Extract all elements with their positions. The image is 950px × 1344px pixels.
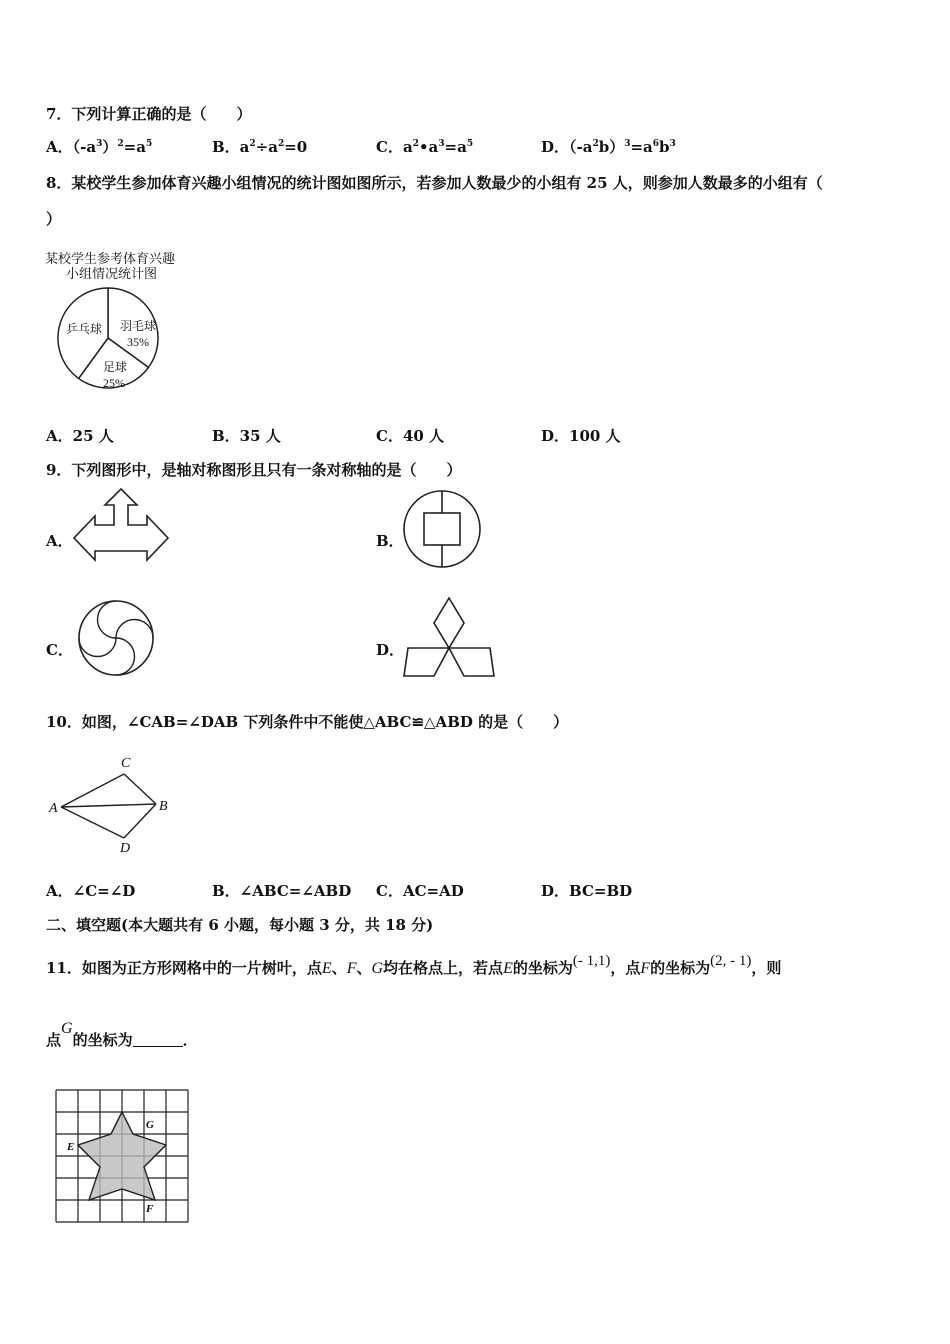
point-c-label: C — [121, 756, 131, 771]
grid-label-e: E — [67, 1141, 75, 1153]
q9-label-d: D． — [376, 641, 405, 659]
slice-label-football: 足球 — [103, 360, 128, 374]
q11-stem-line2: 点G的坐标为 ． — [46, 1020, 198, 1049]
answer-blank[interactable] — [133, 1032, 183, 1047]
chart-title-line2: 小组情况统计图 — [66, 267, 158, 282]
q7-option-d: D．$(-a^2b)^3=a^6b^3$ — [541, 138, 676, 156]
q7-option-c: C．$a^2•a^3=a^5$ — [376, 138, 474, 156]
chart-title-line1: 某校学生参考体育兴趣 — [45, 252, 176, 267]
slice-label-badminton: 羽毛球 — [120, 319, 157, 333]
q8-option-c: C．40 人 — [376, 427, 445, 445]
q8-stem: 8．某校学生参加体育兴趣小组情况的统计图如图所示，若参加人数最少的小组有 25 人，则参加人数最多的小组有（ — [46, 174, 823, 192]
three-diamond-figure — [402, 596, 496, 680]
slice-value-football: 25% — [103, 376, 125, 390]
q7-option-a: A．$(-a^3)^2=a^5$ — [46, 138, 153, 156]
q8-option-a: A．25 人 — [46, 427, 114, 445]
q10-option-a: A．∠C=∠D — [46, 882, 136, 900]
point-a-label: A — [49, 801, 58, 816]
q7-option-b: B．$a^2\div a^2=0$ — [212, 138, 308, 156]
q9-label-c: C． — [46, 641, 73, 659]
q8-stem-end: ） — [46, 210, 62, 228]
q11-stem: 11．如图为正方形网格中的一片树叶，点E、F、G均在格点上，若点E的坐标为(- 1,1)，点F的坐标为(2, - 1)，则 — [46, 953, 782, 977]
q8-option-b: B．35 人 — [212, 427, 281, 445]
circle-square-figure — [400, 487, 484, 571]
q9-label-a: A． — [46, 532, 73, 550]
slice-label-pingpong: 乒乓球 — [66, 322, 103, 336]
slice-value-badminton: 35% — [127, 335, 149, 349]
leaf-grid-figure — [52, 1086, 194, 1228]
triangle-figure — [44, 752, 178, 858]
q8-option-d: D．100 人 — [541, 427, 621, 445]
q9-label-b: B． — [376, 532, 404, 550]
q10-option-b: B．∠ABC=∠ABD — [212, 882, 352, 900]
q10-stem: 10．如图，∠CAB=∠DAB 下列条件中不能使△ABC≌△ABD 的是（ ） — [46, 713, 569, 731]
q10-option-c: C．AC=AD — [376, 882, 464, 900]
point-b-label: B — [159, 799, 168, 814]
q7-stem: 7．下列计算正确的是（ ） — [46, 105, 252, 123]
double-arrow-figure — [70, 487, 172, 571]
q9-stem: 9．下列图形中，是轴对称图形且只有一条对称轴的是（ ） — [46, 461, 462, 479]
point-d-label: D — [120, 841, 131, 856]
section-title: 二、填空题(本大题共有 6 小题，每小题 3 分，共 18 分) — [46, 916, 434, 934]
pie-chart — [44, 250, 209, 410]
grid-label-f: F — [146, 1203, 154, 1215]
q10-option-d: D．BC=BD — [541, 882, 633, 900]
pinwheel-figure — [76, 598, 156, 678]
grid-label-g: G — [146, 1119, 154, 1131]
